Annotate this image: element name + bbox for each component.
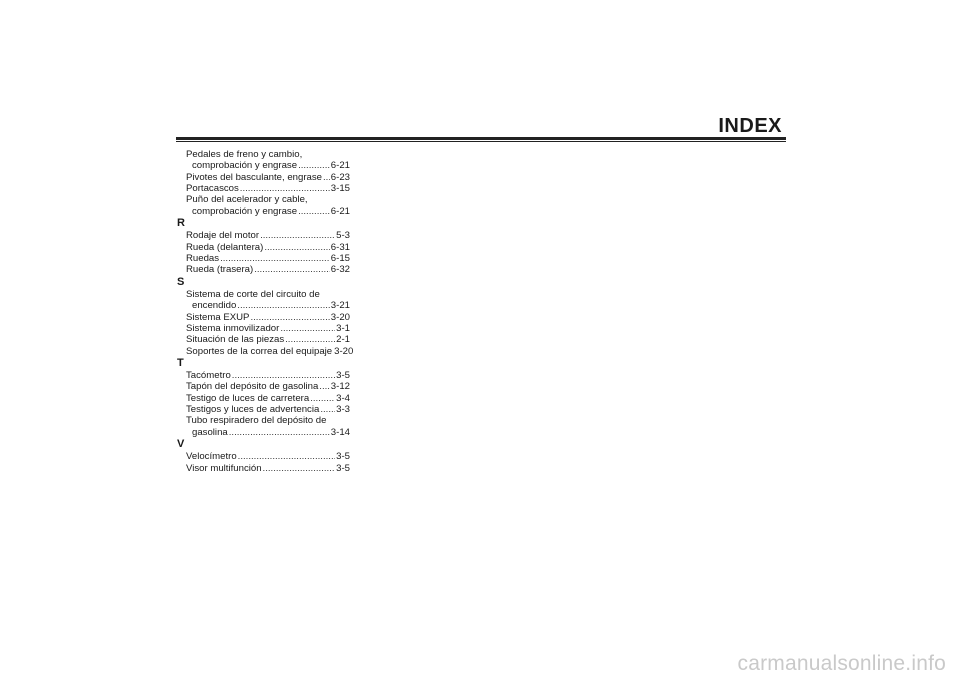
entry-page: 3-20 xyxy=(334,345,354,357)
entry-text: Visor multifunción xyxy=(186,462,262,474)
entry-page: 3-5 xyxy=(336,451,350,463)
dot-leader xyxy=(232,370,335,381)
entry-page: 6-32 xyxy=(330,264,350,276)
index-entry xyxy=(176,393,350,404)
entry-page: 3-5 xyxy=(336,370,350,382)
dot-leader xyxy=(323,172,330,183)
dot-leader xyxy=(298,160,330,171)
index-entry xyxy=(176,381,350,392)
index-entry xyxy=(176,253,350,264)
index-entry xyxy=(176,264,350,275)
section-letter-r: R xyxy=(177,217,185,230)
index-entry xyxy=(176,230,350,241)
entry-page: 3-4 xyxy=(336,392,350,404)
entry-page: 6-15 xyxy=(330,252,350,264)
index-entry-line1: Tubo respiradero del depósito de xyxy=(186,415,327,427)
dot-leader xyxy=(298,206,330,217)
dot-leader xyxy=(310,393,335,404)
header-rule-thick xyxy=(176,137,786,140)
entry-text: Rueda (trasera) xyxy=(186,264,254,276)
dot-leader xyxy=(229,427,330,438)
index-entry xyxy=(176,300,350,311)
entry-text: Portacascos xyxy=(186,183,239,195)
watermark-text: carmanualsonline.info xyxy=(737,652,946,675)
entry-page: 3-3 xyxy=(336,404,350,416)
entry-text: Testigos y luces de advertencia xyxy=(186,404,320,416)
index-entry xyxy=(176,242,350,253)
index-entry xyxy=(176,183,350,194)
entry-page: 3-14 xyxy=(330,426,350,438)
dot-leader xyxy=(320,404,335,415)
index-entry xyxy=(176,451,350,462)
dot-leader xyxy=(260,230,335,241)
section-letter-s: S xyxy=(177,275,185,288)
dot-leader xyxy=(319,381,330,392)
dot-leader xyxy=(240,183,330,194)
entry-text: Tacómetro xyxy=(186,370,231,382)
entry-text: comprobación y engrase xyxy=(192,205,298,217)
dot-leader xyxy=(254,264,330,275)
entry-page: 6-21 xyxy=(330,160,350,172)
dot-leader xyxy=(263,463,336,474)
entry-text: Sistema inmovilizador xyxy=(186,322,280,334)
entry-text: Sistema EXUP xyxy=(186,311,250,323)
entry-text: Situación de las piezas xyxy=(186,334,285,346)
index-entry xyxy=(176,463,350,474)
section-letter-v: V xyxy=(177,438,185,451)
entry-text: Tapón del depósito de gasolina xyxy=(186,381,319,393)
index-entry xyxy=(176,404,350,415)
entry-page: 3-5 xyxy=(336,462,350,474)
entry-text: Soportes de la correa del equipaje xyxy=(186,345,333,357)
entry-text: Velocímetro xyxy=(186,451,237,463)
index-entry xyxy=(176,323,350,334)
entry-page: 3-20 xyxy=(330,311,350,323)
index-column xyxy=(176,149,354,474)
header-rule-thin xyxy=(176,141,786,142)
index-entry xyxy=(176,427,350,438)
entry-text: comprobación y engrase xyxy=(192,160,298,172)
entry-text: encendido xyxy=(192,300,237,312)
entry-page: 3-12 xyxy=(330,381,350,393)
section-letter-t: T xyxy=(177,356,184,369)
entry-text: gasolina xyxy=(192,426,228,438)
dot-leader xyxy=(285,334,335,345)
entry-page: 6-21 xyxy=(330,205,350,217)
dot-leader xyxy=(220,253,330,264)
dot-leader xyxy=(238,451,335,462)
index-entry xyxy=(176,172,350,183)
index-entry xyxy=(176,370,350,381)
dot-leader xyxy=(264,242,329,253)
entry-text: Rueda (delantera) xyxy=(186,241,264,253)
index-entry-line1: Puño del acelerador y cable, xyxy=(186,194,308,206)
entry-page: 6-31 xyxy=(330,241,350,253)
index-entry xyxy=(176,334,350,345)
index-entry xyxy=(176,312,350,323)
dot-leader xyxy=(237,300,330,311)
entry-text: Rodaje del motor xyxy=(186,230,260,242)
index-entry xyxy=(176,206,350,217)
entry-page: 6-23 xyxy=(330,171,350,183)
dot-leader xyxy=(280,323,335,334)
entry-text: Ruedas xyxy=(186,252,220,264)
index-entry xyxy=(176,160,350,171)
entry-page: 3-1 xyxy=(336,322,350,334)
entry-page: 3-21 xyxy=(330,300,350,312)
entry-page: 3-15 xyxy=(330,183,350,195)
entry-page: 2-1 xyxy=(336,334,350,346)
index-entry-line1: Sistema de corte del circuito de xyxy=(186,288,320,300)
index-entry-line1: Pedales de freno y cambio, xyxy=(186,149,303,160)
entry-page: 5-3 xyxy=(336,230,350,242)
index-entry xyxy=(176,345,354,357)
dot-leader xyxy=(250,312,329,323)
entry-text: Testigo de luces de carretera xyxy=(186,392,310,404)
page-title: INDEX xyxy=(718,115,782,137)
entry-text: Pivotes del basculante, engrase xyxy=(186,171,322,183)
